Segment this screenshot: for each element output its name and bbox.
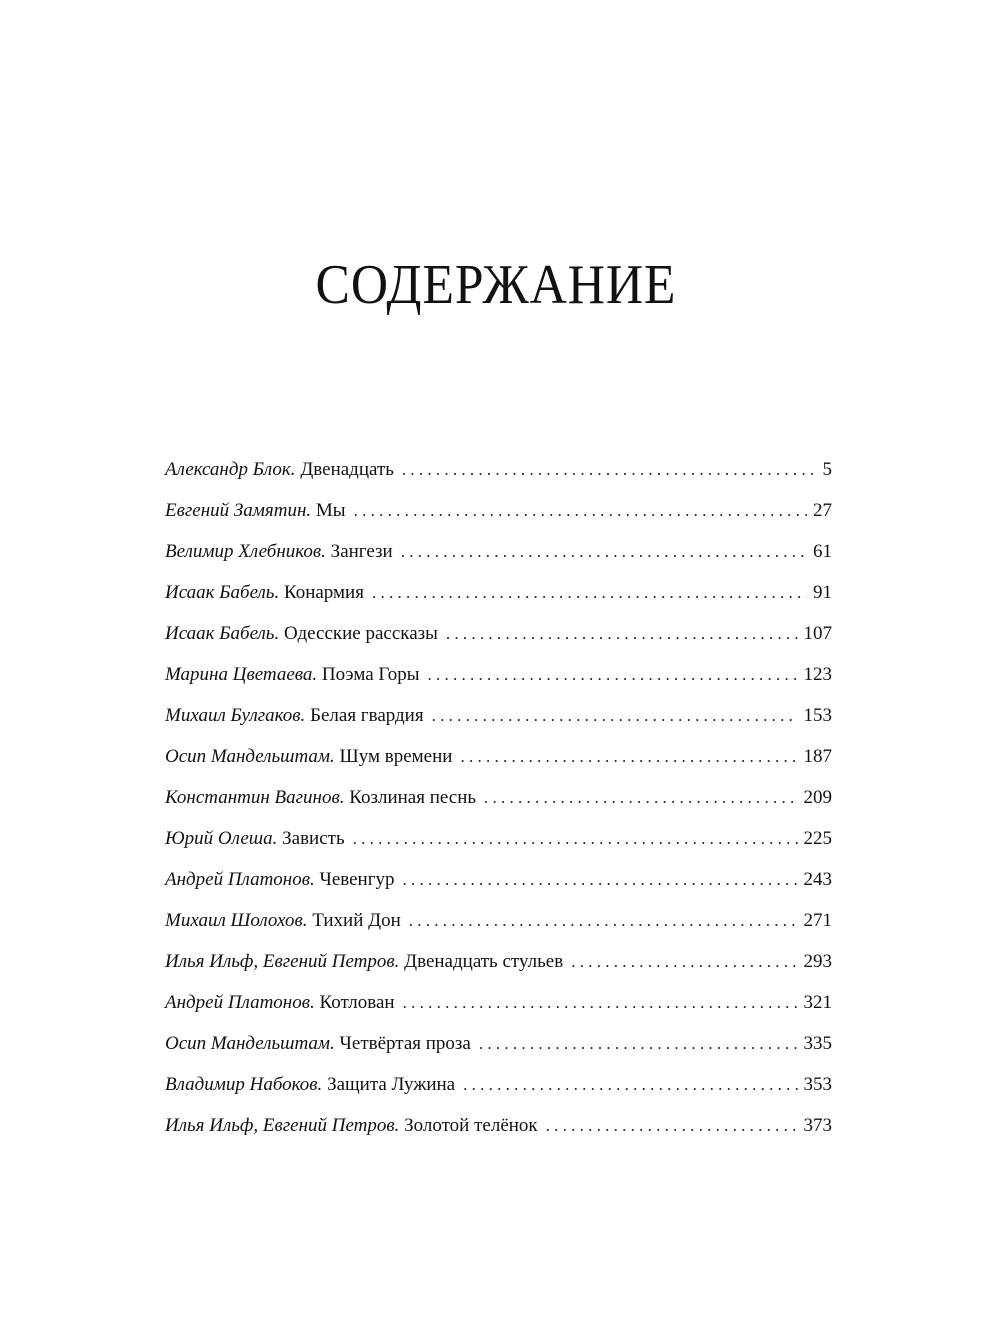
toc-author: Евгений Замятин. [165, 500, 312, 521]
toc-page-number: 107 [803, 623, 832, 644]
toc-page-number: 123 [803, 664, 832, 685]
toc-work-title: Зангези [330, 541, 393, 562]
toc-page-number: 335 [803, 1033, 832, 1054]
toc-entry [165, 859, 832, 900]
toc-work-title: Белая гвардия [310, 705, 424, 726]
toc-work-title: Козлиная песнь [349, 787, 477, 808]
toc-page-number: 153 [803, 705, 832, 726]
toc-entry [165, 449, 832, 490]
toc-work-title: Защита Лужина [327, 1074, 456, 1095]
toc-work-title: Мы [315, 500, 346, 521]
dot-leader [571, 941, 797, 982]
toc-work-title: Чевенгур [319, 869, 395, 890]
toc-work-title: Поэма Горы [321, 664, 420, 685]
toc-author: Марина Цветаева. [165, 664, 318, 685]
toc-author: Исаак Бабель. [165, 623, 280, 644]
dot-leader [403, 859, 798, 900]
toc-work-title: Котлован [319, 992, 395, 1013]
toc-page-number: 209 [803, 787, 832, 808]
toc-page-number: 353 [803, 1074, 832, 1095]
dot-leader [402, 449, 817, 490]
toc-entry [165, 818, 832, 859]
toc-entry [165, 982, 832, 1023]
dot-leader [409, 900, 798, 941]
toc-entry [165, 695, 832, 736]
toc-entry [165, 777, 832, 818]
toc-author: Велимир Хлебников. [165, 541, 326, 562]
toc-entry [165, 1064, 832, 1105]
toc-entry [165, 1023, 832, 1064]
toc-entry [165, 531, 832, 572]
toc-entry [165, 941, 832, 982]
toc-page-number: 5 [822, 459, 832, 480]
dot-leader [446, 613, 798, 654]
toc-work-title: Двенадцать [300, 459, 394, 480]
toc-page-number: 91 [813, 582, 832, 603]
toc-work-title: Двенадцать стульев [404, 951, 564, 972]
dot-leader [401, 531, 807, 572]
dot-leader [428, 654, 798, 695]
toc-work-title: Четвёртая проза [339, 1033, 471, 1054]
dot-leader [463, 1064, 797, 1105]
toc-author: Владимир Набоков. [165, 1074, 323, 1095]
dot-leader [403, 982, 798, 1023]
toc-author: Константин Вагинов. [165, 787, 345, 808]
toc-author: Осип Мандельштам. [165, 1033, 335, 1054]
toc-page-number: 271 [803, 910, 832, 931]
toc-author: Юрий Олеша. [165, 828, 278, 849]
dot-leader [484, 777, 797, 818]
page-title: СОДЕРЖАНИЕ [315, 254, 677, 316]
toc-author: Исаак Бабель. [165, 582, 280, 603]
toc-author: Андрей Платонов. [165, 992, 315, 1013]
toc-page-number: 321 [803, 992, 832, 1013]
toc-page-number: 61 [813, 541, 832, 562]
toc-author: Михаил Шолохов. [165, 910, 308, 931]
toc-page-number: 373 [803, 1115, 832, 1136]
dot-leader [353, 818, 798, 859]
toc-entry [165, 654, 832, 695]
toc-entry [165, 613, 832, 654]
toc-entry [165, 736, 832, 777]
toc-work-title: Тихий Дон [312, 910, 401, 931]
toc-work-title: Конармия [283, 582, 364, 603]
dot-leader [432, 695, 798, 736]
toc-entry [165, 1105, 832, 1146]
toc-entry [165, 900, 832, 941]
dot-leader [372, 572, 807, 613]
toc-author: Михаил Булгаков. [165, 705, 306, 726]
toc-work-title: Золотой телёнок [404, 1115, 538, 1136]
toc-work-title: Шум времени [339, 746, 453, 767]
toc-page-number: 27 [813, 500, 832, 521]
toc-work-title: Зависть [282, 828, 345, 849]
toc-author: Осип Мандельштам. [165, 746, 335, 767]
dot-leader [354, 490, 807, 531]
dot-leader [546, 1105, 798, 1146]
toc-entry [165, 490, 832, 531]
table-of-contents [165, 449, 832, 1146]
toc-author: Андрей Платонов. [165, 869, 315, 890]
toc-author: Илья Ильф, Евгений Петров. [165, 1115, 400, 1136]
toc-entry [165, 572, 832, 613]
toc-author: Александр Блок. [165, 459, 296, 480]
toc-page-number: 225 [803, 828, 832, 849]
toc-page-number: 187 [803, 746, 832, 767]
dot-leader [479, 1023, 798, 1064]
toc-author: Илья Ильф, Евгений Петров. [165, 951, 400, 972]
toc-work-title: Одесские рассказы [283, 623, 438, 644]
dot-leader [460, 736, 797, 777]
toc-page-number: 293 [803, 951, 832, 972]
toc-page-number: 243 [803, 869, 832, 890]
